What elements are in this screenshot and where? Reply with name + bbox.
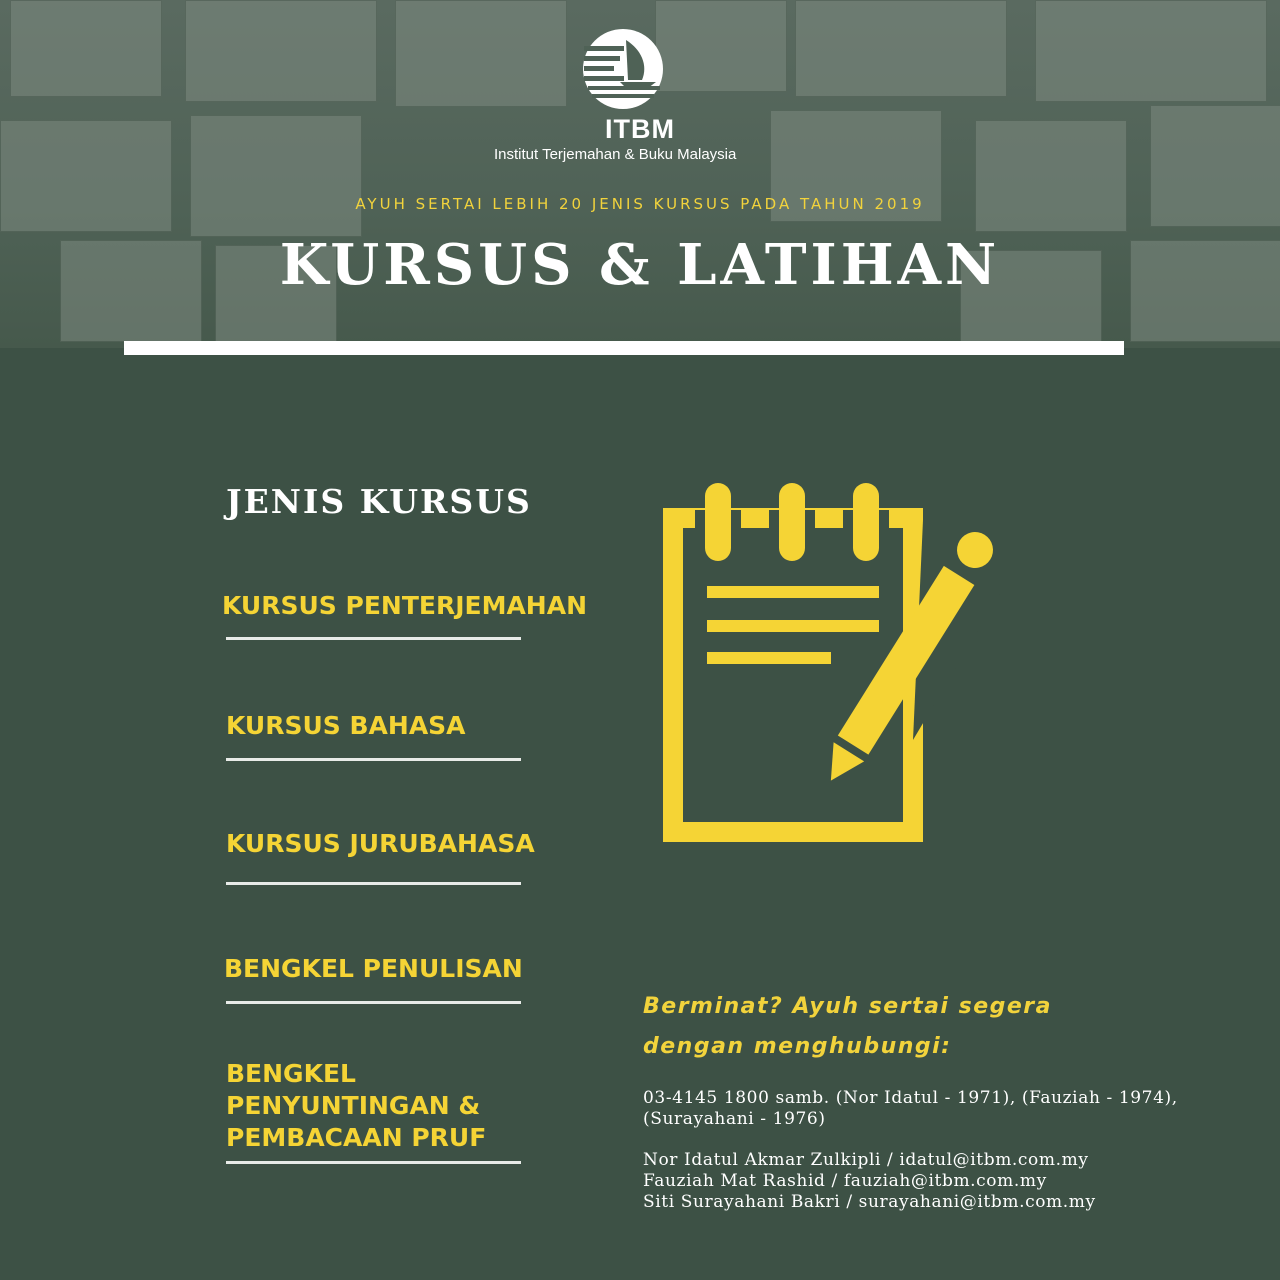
- course-item: KURSUS JURUBAHASA: [226, 829, 535, 858]
- courses-heading: JENIS KURSUS: [226, 482, 532, 521]
- contact-phone-line: 03-4145 1800 samb. (Nor Idatul - 1971), (Fauziah - 1974),: [643, 1088, 1178, 1108]
- contact-cta-line: dengan menghubungi:: [643, 1034, 952, 1059]
- contact-people: [643, 1150, 1096, 1213]
- notepad-pencil-icon: [655, 480, 1005, 850]
- brand-subtitle: Institut Terjemahan & Buku Malaysia: [494, 146, 737, 163]
- book-page-bg: [795, 0, 1007, 97]
- course-item-line: PENYUNTINGAN &: [226, 1091, 481, 1120]
- contact-phone: [643, 1088, 1178, 1130]
- course-underline: [226, 1001, 521, 1004]
- header-tagline: AYUH SERTAI LEBIH 20 JENIS KURSUS PADA TAHUN 2019: [355, 195, 925, 213]
- brand-name: ITBM: [605, 114, 675, 144]
- course-underline: [226, 882, 521, 885]
- contact-phone-line: (Surayahani - 1976): [643, 1109, 826, 1129]
- contact-person: Fauziah Mat Rashid / fauziah@itbm.com.my: [643, 1171, 1047, 1191]
- course-item-line: BENGKEL: [226, 1059, 356, 1088]
- book-page-bg: [1035, 0, 1267, 102]
- itbm-logo-icon: [582, 28, 664, 110]
- course-item: KURSUS BAHASA: [226, 711, 466, 740]
- course-underline: [226, 637, 521, 640]
- book-page-bg: [185, 0, 377, 102]
- book-page-bg: [395, 0, 567, 107]
- header-banner: [0, 0, 1280, 348]
- course-item: BENGKEL PENULISAN: [224, 954, 523, 983]
- course-item-line: PEMBACAAN PRUF: [226, 1123, 487, 1152]
- course-underline: [226, 1161, 521, 1164]
- course-underline: [226, 758, 521, 761]
- header-divider: [124, 341, 1124, 355]
- course-item: [226, 1058, 486, 1154]
- contact-cta-line: Berminat? Ayuh sertai segera: [643, 994, 1053, 1019]
- course-item: KURSUS PENTERJEMAHAN: [222, 591, 588, 620]
- contact-person: Siti Surayahani Bakri / surayahani@itbm.com.my: [643, 1192, 1096, 1212]
- book-page-bg: [655, 0, 787, 92]
- book-page-bg: [10, 0, 162, 97]
- page-title: KURSUS & LATIHAN: [279, 232, 1001, 298]
- contact-person: Nor Idatul Akmar Zulkipli / idatul@itbm.com.my: [643, 1150, 1089, 1170]
